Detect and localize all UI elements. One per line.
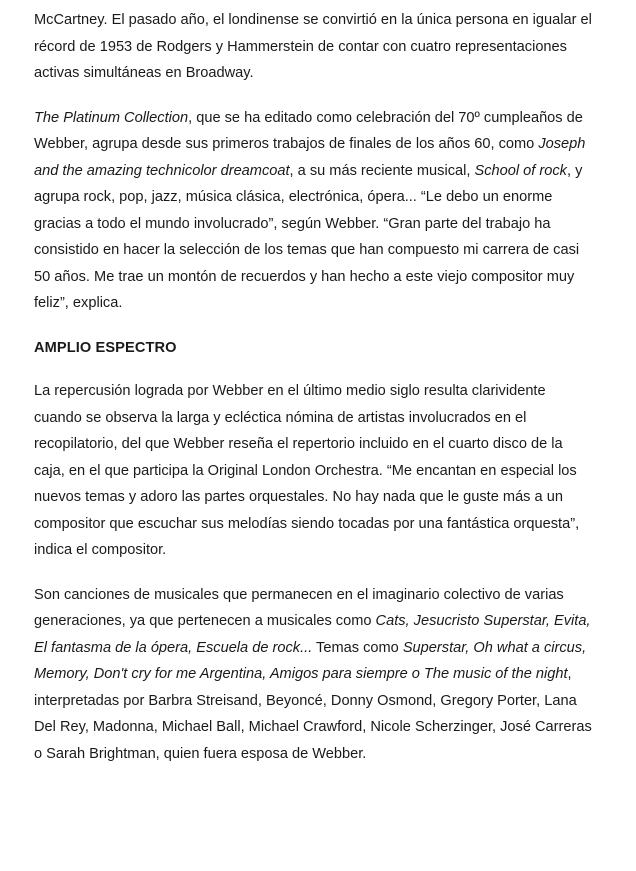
paragraph-4-text-b: Temas como — [312, 639, 403, 656]
paragraph-1 — [34, 7, 594, 87]
songs-list-italic: Superstar, Oh what a circus, Memory, Don't cry for me Argentina, Amigos para siempre o The music of the night — [34, 639, 587, 682]
paragraph-4-text-c: , interpretadas por Barbra Streisand, Beyoncé, Donny Osmond, Gregory Porter, Lana Del Rey, Madonna, Michael Ball, Michael Crawford, Nicole Scherzinger, José Carreras o Sarah Brightman, quien fuera esposa de Webber. — [34, 666, 592, 762]
paragraph-2-text-a: , que se ha editado como celebración del 70º cumpleaños de Webber, agrupa desde sus primeros trabajos de finales de los años 60, como — [34, 109, 583, 152]
paragraph-3-text: La repercusión lograda por Webber en el último medio siglo resulta clarividente cuando se observa la larga y ecléctica nómina de artistas involucrados en el recopilatorio, del que Webber reseña el repertorio incluido en el cuarto disco de la caja, en el que participa la Original London Orchestra. “Me encantan en especial los nuevos temas y adoro las partes orquestales. No hay nada que le guste más a un compositor que escuchar sus melodías siendo tocadas por una fantástica orquesta”, indica el compositor. — [34, 383, 580, 558]
paragraph-3 — [34, 378, 594, 564]
musical-title-school-of-rock: School of rock — [474, 162, 567, 179]
paragraph-2-text-b: , a su más reciente musical, — [289, 162, 475, 179]
paragraph-4 — [34, 582, 594, 768]
album-title-italic: The Platinum Collection — [34, 109, 189, 126]
article-body — [34, 7, 594, 785]
paragraph-1-text: McCartney. El pasado año, el londinense se convirtió en la única persona en igualar el récord de 1953 de Rodgers y Hammerstein de contar con cuatro representaciones activas simultáneas en Broadway. — [34, 12, 592, 81]
paragraph-2 — [34, 105, 594, 317]
section-heading: AMPLIO ESPECTRO — [34, 339, 177, 356]
musical-title-joseph: Joseph and the amazing technicolor dreamcoat — [34, 136, 586, 179]
paragraph-4-text-a: Son canciones de musicales que permanecen en el imaginario colectivo de varias generaciones, ya que pertenecen a musicales como — [34, 586, 564, 629]
musicals-list-italic: Cats, Jesucristo Superstar, Evita, El fantasma de la ópera, Escuela de rock... — [34, 613, 591, 656]
paragraph-2-text-c: , y agrupa rock, pop, jazz, música clásica, electrónica, ópera... “Le debo un enorme gracias a todo el mundo involucrado”, según Webber. “Gran parte del trabajo ha consistido en hacer la selección de los temas que han compuesto mi carrera de casi 50 años. Me trae un montón de recuerdos y han hecho a este viejo compositor muy feliz”, explica. — [34, 162, 583, 311]
